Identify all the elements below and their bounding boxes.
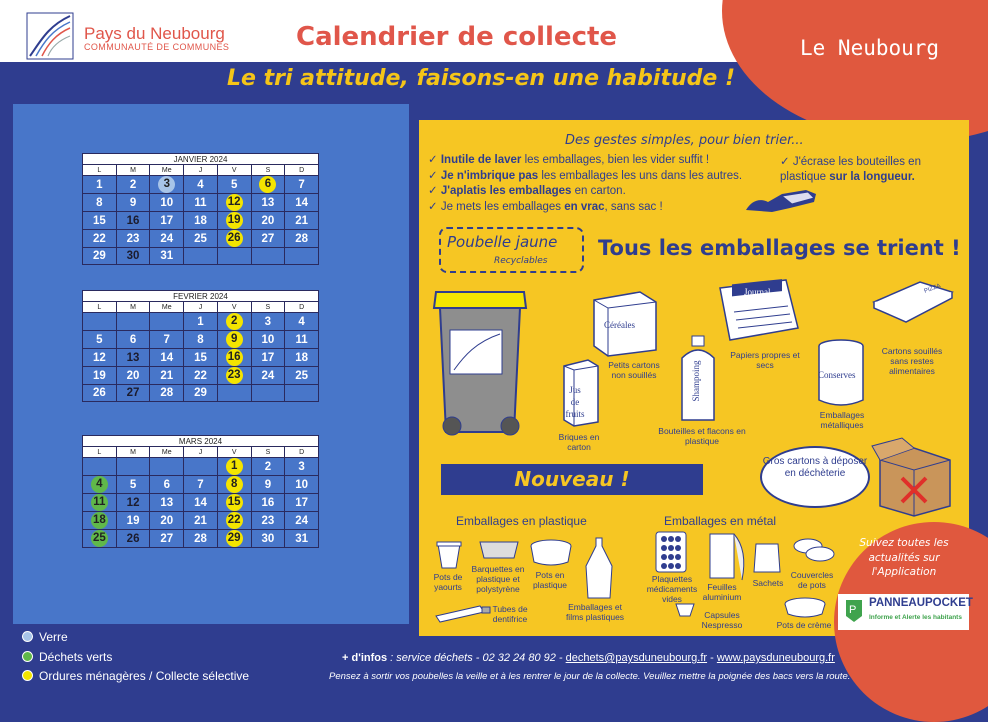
- calendar-day: 8: [83, 194, 117, 212]
- collection-day-marker: 25: [91, 530, 108, 547]
- page-title: Calendrier de collecte: [296, 22, 618, 52]
- tips-list: [428, 153, 742, 215]
- plastique-section-title: Emballages en plastique: [456, 514, 587, 528]
- collection-day-marker: 11: [91, 494, 108, 511]
- calendar-day: [217, 458, 251, 476]
- calendar-day: [217, 212, 251, 230]
- calendar-day: 26: [83, 385, 117, 402]
- calendar-day: [217, 476, 251, 494]
- footer-note: Pensez à sortir vos poubelles la veille et à les rentrer le jour de la collecte. Veuillez mettre la poignée des bacs vers la route.: [329, 671, 851, 682]
- aluminium-foil-icon: [704, 530, 750, 582]
- tray-icon: [476, 538, 522, 562]
- cartons-souilles-label: Cartons souillés sans restes alimentaires: [881, 346, 943, 376]
- calendar-day: [184, 248, 218, 265]
- yellow-bin-icon: [430, 286, 530, 446]
- jar-lids-icon: [790, 536, 836, 564]
- shampoing-label: Shampoing: [691, 360, 701, 402]
- weekday-header: Me: [150, 165, 184, 176]
- briques-label: Briques en carton: [558, 432, 600, 452]
- calendar-day: [217, 248, 251, 265]
- legend-item: [22, 630, 68, 644]
- tip-item: ✓ Je mets les emballages en vrac, sans sac !: [428, 200, 663, 213]
- calendar-day: [217, 512, 251, 530]
- calendar-day: 24: [251, 367, 285, 385]
- weekday-header: D: [285, 447, 319, 458]
- legend-dot-icon: [22, 670, 33, 681]
- weekday-header: L: [83, 447, 117, 458]
- calendar-day: 25: [285, 367, 319, 385]
- calendar-day: 15: [184, 349, 218, 367]
- calendar-day: 16: [116, 212, 150, 230]
- pizza-label: PIZZA: [923, 283, 942, 295]
- calendar-day: 14: [150, 349, 184, 367]
- legend-item: [22, 650, 112, 664]
- weekday-header: D: [285, 165, 319, 176]
- calendar-day: 30: [251, 530, 285, 548]
- footer-contact: + d'infos : service déchets - 02 32 24 80 92 - dechets@paysduneubourg.fr - www.paysduneubourg.fr: [342, 652, 835, 664]
- collection-day-marker: 4: [91, 476, 108, 493]
- calendar-day: 7: [150, 331, 184, 349]
- calendar-day: 17: [251, 349, 285, 367]
- calendar-month: [82, 153, 319, 265]
- calendar-day: 13: [116, 349, 150, 367]
- pays-du-neubourg-logo-icon: [26, 12, 74, 60]
- collection-day-marker: 15: [226, 494, 243, 511]
- plastique-item-1: Barquettes en plastique et polystyrène: [471, 564, 525, 594]
- metalliques-label: Emballages métalliques: [819, 410, 865, 430]
- calendar-month-title: FEVRIER 2024: [83, 291, 319, 302]
- plastic-pot-icon: [528, 538, 574, 568]
- legend-dot-icon: [22, 631, 33, 642]
- weekday-header: S: [251, 165, 285, 176]
- calendar-day: 28: [285, 230, 319, 248]
- gestes-title: Des gestes simples, pour bien trier...: [565, 133, 804, 148]
- weekday-header: J: [184, 302, 218, 313]
- slogan: Le tri attitude, faisons-en une habitude !: [227, 66, 735, 91]
- calendar-day: [217, 331, 251, 349]
- calendar-day: 11: [285, 331, 319, 349]
- poubelle-subtitle: Recyclables: [494, 256, 548, 266]
- calendar-day: 29: [83, 248, 117, 265]
- calendar-day: [251, 385, 285, 402]
- gros-cartons-bubble: Gros cartons à déposer en déchèterie: [760, 446, 870, 508]
- calendar-day: 27: [150, 530, 184, 548]
- calendar-day: [217, 230, 251, 248]
- weekday-header: M: [116, 302, 150, 313]
- calendar-day: 20: [116, 367, 150, 385]
- collection-day-marker: 3: [158, 176, 175, 193]
- medication-blister-icon: [654, 530, 688, 574]
- calendar-day: 19: [116, 512, 150, 530]
- weekday-header: S: [251, 302, 285, 313]
- calendar-day: [285, 248, 319, 265]
- collection-day-marker: 8: [226, 476, 243, 493]
- calendar-day: 16: [251, 494, 285, 512]
- weekday-header: S: [251, 447, 285, 458]
- panneaupocket-icon: [844, 598, 864, 624]
- tip-crush-bottles: ✓ J'écrase les bouteilles en plastique sur la longueur.: [780, 156, 921, 183]
- calendar-day: 3: [251, 313, 285, 331]
- calendar-day: 27: [116, 385, 150, 402]
- calendar-day: [83, 458, 117, 476]
- calendar-day: 5: [116, 476, 150, 494]
- metal-item-1: Feuilles aluminium: [702, 582, 742, 602]
- toothpaste-tube-icon: [432, 604, 492, 624]
- brand-name: Pays du Neubourg: [84, 24, 225, 43]
- calendar-day: 5: [217, 176, 251, 194]
- calendar-day: 4: [184, 176, 218, 194]
- big-cardboard-box-icon: [870, 436, 956, 518]
- conserves-label: Conserves: [818, 370, 856, 380]
- metal-item-4: Capsules Nespresso: [701, 610, 743, 630]
- plastique-item-0: Pots de yaourts: [433, 572, 463, 592]
- calendar-day: 13: [251, 194, 285, 212]
- calendar-day: [217, 530, 251, 548]
- calendar-day: 21: [184, 512, 218, 530]
- calendar-day: 12: [116, 494, 150, 512]
- metal-item-0: Plaquettes médicaments vides: [646, 574, 698, 604]
- calendar-day: 7: [285, 176, 319, 194]
- calendar-day: [184, 458, 218, 476]
- weekday-header: V: [217, 165, 251, 176]
- calendar-day: [83, 313, 117, 331]
- bouteilles-label: Bouteilles et flacons en plastique: [658, 426, 746, 446]
- calendar-day: 24: [150, 230, 184, 248]
- metal-section-title: Emballages en métal: [664, 514, 777, 528]
- collection-day-marker: 2: [226, 313, 243, 330]
- calendar-day: 21: [150, 367, 184, 385]
- journal-label: Journal: [744, 287, 771, 297]
- calendar-day: 6: [150, 476, 184, 494]
- calendar-day: 14: [184, 494, 218, 512]
- collection-day-marker: 22: [226, 512, 243, 529]
- collection-day-marker: 18: [91, 512, 108, 529]
- weekday-header: Me: [150, 302, 184, 313]
- calendar-day: 10: [285, 476, 319, 494]
- collection-day-marker: 6: [259, 176, 276, 193]
- calendar-day: 23: [116, 230, 150, 248]
- calendar-day: 27: [251, 230, 285, 248]
- calendar-day: 4: [285, 313, 319, 331]
- calendar-day: 5: [83, 331, 117, 349]
- legend-item: [22, 669, 249, 683]
- calendar-day: 12: [83, 349, 117, 367]
- collection-day-marker: 26: [226, 230, 243, 247]
- calendar-day: 19: [83, 367, 117, 385]
- legend-dot-icon: [22, 651, 33, 662]
- calendar-day: 23: [251, 512, 285, 530]
- calendar-month-title: MARS 2024: [83, 436, 319, 447]
- calendar-day: [217, 194, 251, 212]
- weekday-header: V: [217, 447, 251, 458]
- panneaupocket-name: PANNEAUPOCKET: [869, 597, 973, 609]
- tous-les-emballages-heading: Tous les emballages se trient !: [598, 236, 961, 260]
- weekday-header: J: [184, 447, 218, 458]
- svg-text:P: P: [849, 604, 857, 616]
- calendar-month: [82, 435, 319, 548]
- calendar-day: 9: [251, 476, 285, 494]
- metal-item-3: Couvercles de pots: [790, 570, 834, 590]
- cereales-label: Céréales: [604, 320, 635, 330]
- calendar-day: [217, 385, 251, 402]
- calendar-day: [251, 176, 285, 194]
- collection-day-marker: 16: [226, 349, 243, 366]
- calendar-day: [150, 313, 184, 331]
- calendar-day: [150, 176, 184, 194]
- jus-label: Jus de fruits: [565, 385, 585, 419]
- weekday-header: Me: [150, 447, 184, 458]
- metal-item-5: Pots de crème: [776, 620, 832, 630]
- calendar-day: [217, 494, 251, 512]
- weekday-header: D: [285, 302, 319, 313]
- poubelle-title: Poubelle jaune: [447, 233, 558, 251]
- pizza-box-icon: [870, 278, 956, 328]
- calendar-day: 10: [251, 331, 285, 349]
- calendar-day: 10: [150, 194, 184, 212]
- calendar-day: 9: [116, 194, 150, 212]
- calendar-day: 25: [184, 230, 218, 248]
- calendar-day: 2: [116, 176, 150, 194]
- calendar-day: [150, 458, 184, 476]
- calendar-day: 14: [285, 194, 319, 212]
- weekday-header: V: [217, 302, 251, 313]
- cream-pot-icon: [782, 596, 828, 620]
- calendar-day: 28: [184, 530, 218, 548]
- email-link[interactable]: dechets@paysduneubourg.fr: [565, 652, 708, 664]
- tip-item: ✓ Je n'imbrique pas les emballages les uns dans les autres.: [428, 169, 743, 182]
- plastique-item-3: Tubes de dentifrice: [492, 604, 528, 624]
- plastic-bag-icon: [584, 536, 614, 600]
- calendar-day: 2: [251, 458, 285, 476]
- calendar-day: [83, 512, 117, 530]
- calendar-day: 13: [150, 494, 184, 512]
- calendar-day: 11: [184, 194, 218, 212]
- calendar-day: 7: [184, 476, 218, 494]
- weekday-header: L: [83, 165, 117, 176]
- calendar-day: 28: [150, 385, 184, 402]
- calendar-day: 24: [285, 512, 319, 530]
- plastique-item-2: Pots en plastique: [532, 570, 568, 590]
- petits-cartons-label: Petits cartons non souillés: [608, 360, 660, 380]
- yogurt-pot-icon: [436, 540, 462, 570]
- calendar-month: [82, 290, 319, 402]
- crushed-bottle-icon: [742, 180, 822, 220]
- town-name: Le Neubourg: [800, 36, 940, 60]
- brand-subtitle: COMMUNAUTÉ DE COMMUNES: [84, 42, 230, 52]
- calendar-day: 22: [184, 367, 218, 385]
- calendar-day: 21: [285, 212, 319, 230]
- collection-day-marker: 12: [226, 194, 243, 211]
- tip-item: ✓ J'aplatis les emballages en carton.: [428, 185, 626, 198]
- app-promo-text: Suivez toutes les actualités sur l'Application: [859, 537, 949, 578]
- weekday-header: L: [83, 302, 117, 313]
- nouveau-banner: Nouveau !: [441, 464, 703, 495]
- calendar-day: 31: [150, 248, 184, 265]
- papiers-label: Papiers propres et secs: [730, 350, 800, 370]
- legend-label: Ordures ménagères / Collecte sélective: [39, 669, 250, 683]
- calendar-day: [251, 248, 285, 265]
- collection-day-marker: 29: [226, 530, 243, 547]
- calendar-day: [116, 458, 150, 476]
- calendar-day: 18: [285, 349, 319, 367]
- calendar-day: [83, 476, 117, 494]
- tip-item: ✓ Inutile de laver les emballages, bien les vider suffit !: [428, 154, 710, 166]
- legend-label: Déchets verts: [39, 650, 113, 664]
- calendar-day: [217, 313, 251, 331]
- calendar-day: 15: [83, 212, 117, 230]
- website-link[interactable]: www.paysduneubourg.fr: [716, 652, 835, 664]
- calendar-day: [83, 530, 117, 548]
- calendar-day: [116, 313, 150, 331]
- calendar-day: 30: [116, 248, 150, 265]
- panneaupocket-subtitle: Informe et Alerte les habitants: [869, 614, 962, 621]
- collection-day-marker: 1: [226, 458, 243, 475]
- calendar-day: [285, 385, 319, 402]
- legend-label: Verre: [39, 630, 68, 644]
- calendar-day: 17: [150, 212, 184, 230]
- calendar-day: 18: [184, 212, 218, 230]
- weekday-header: M: [116, 165, 150, 176]
- calendar-day: 3: [285, 458, 319, 476]
- calendar-day: 26: [116, 530, 150, 548]
- calendar-day: [217, 367, 251, 385]
- calendar-day: 29: [184, 385, 218, 402]
- collection-day-marker: 23: [226, 367, 243, 384]
- metal-item-2: Sachets: [752, 578, 784, 588]
- plastique-item-4: Emballages et films plastiques: [565, 602, 625, 622]
- weekday-header: M: [116, 447, 150, 458]
- sachet-icon: [752, 540, 782, 576]
- calendar-day: 17: [285, 494, 319, 512]
- calendar-day: 1: [83, 176, 117, 194]
- calendar-day: 22: [83, 230, 117, 248]
- calendar-day: 20: [251, 212, 285, 230]
- calendar-day: [83, 494, 117, 512]
- weekday-header: J: [184, 165, 218, 176]
- calendar-day: 20: [150, 512, 184, 530]
- collection-day-marker: 19: [226, 212, 243, 229]
- calendar-day: 31: [285, 530, 319, 548]
- calendar-day: 6: [116, 331, 150, 349]
- collection-day-marker: 9: [226, 331, 243, 348]
- calendar-day: [217, 349, 251, 367]
- calendar-day: 8: [184, 331, 218, 349]
- calendar-month-title: JANVIER 2024: [83, 154, 319, 165]
- calendar-day: 1: [184, 313, 218, 331]
